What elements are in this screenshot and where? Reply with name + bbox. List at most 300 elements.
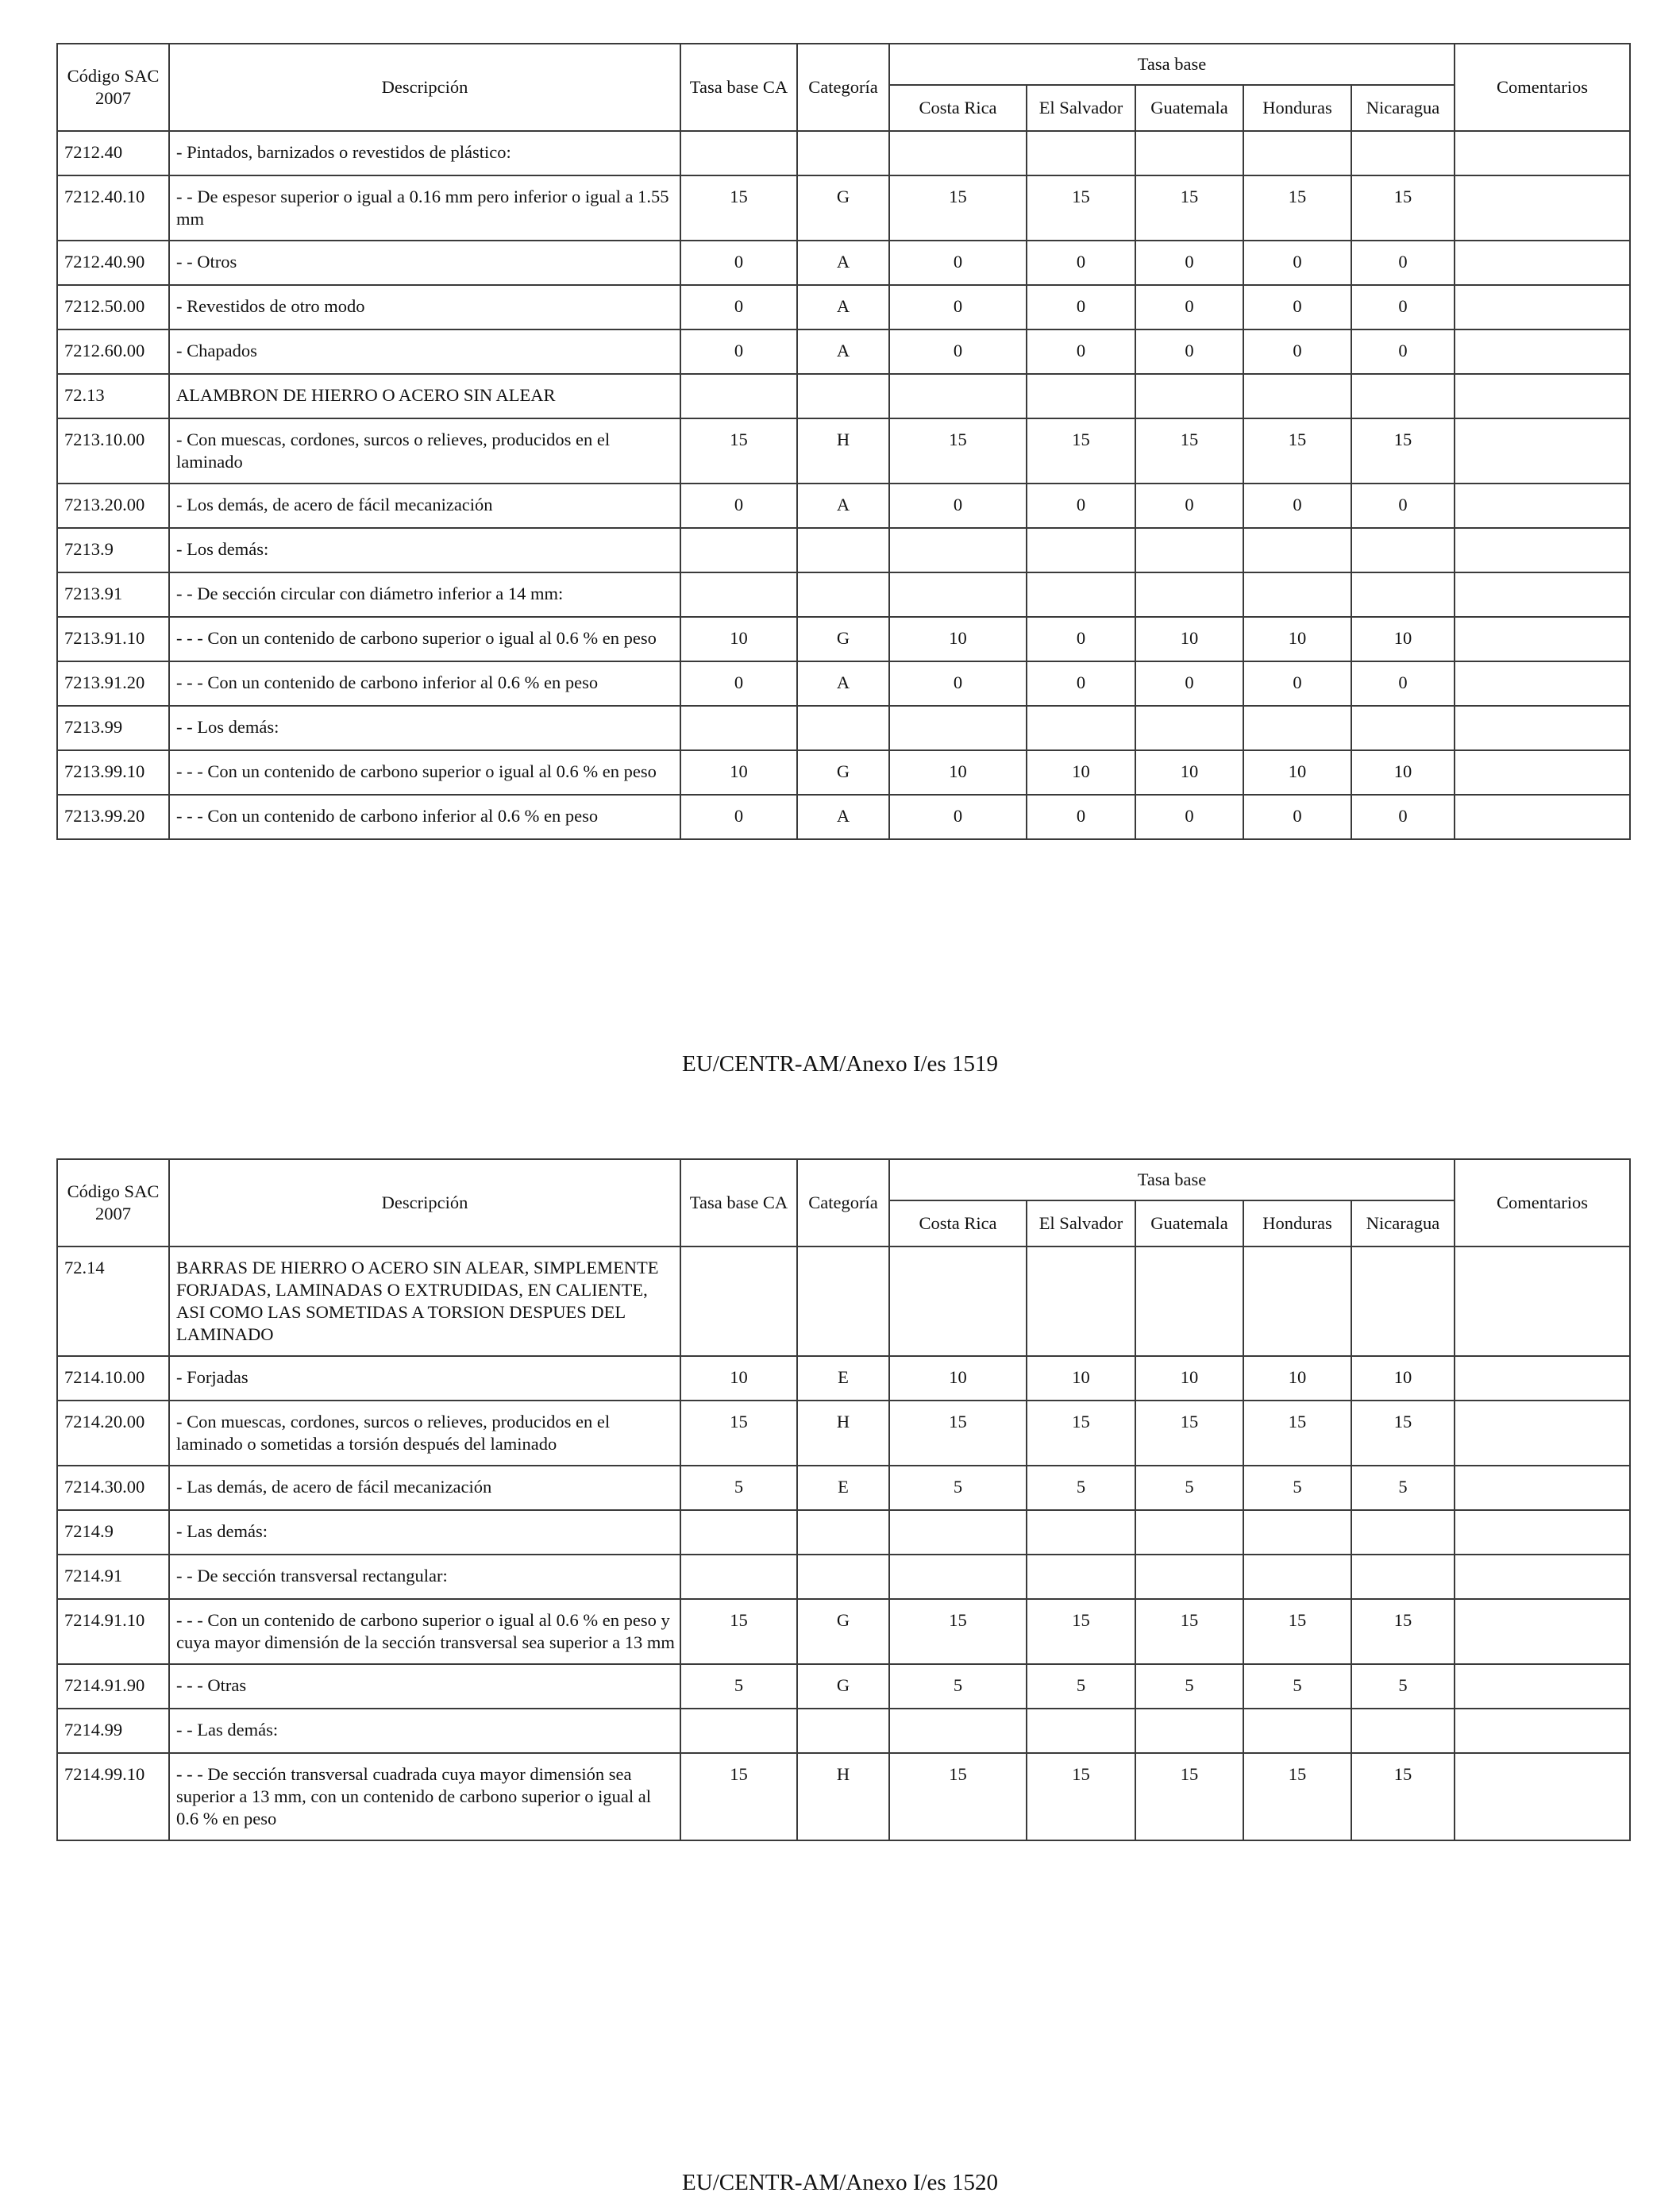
- code-cell: 7212.60.00: [57, 329, 169, 374]
- description-cell: - - Otros: [169, 241, 680, 285]
- comments-cell: [1455, 1401, 1630, 1466]
- comments-cell: [1455, 329, 1630, 374]
- costa-rica-rate-cell: 10: [889, 617, 1027, 661]
- honduras-rate-cell: 15: [1243, 1401, 1351, 1466]
- base-rate-ca-cell: [680, 131, 797, 175]
- base-rate-ca-cell: 15: [680, 1401, 797, 1466]
- category-cell: A: [797, 795, 889, 839]
- table-row: [57, 374, 1630, 418]
- comments-cell: [1455, 418, 1630, 484]
- category-cell: [797, 572, 889, 617]
- category-cell: G: [797, 1599, 889, 1664]
- nicaragua-rate-cell: 15: [1351, 1599, 1455, 1664]
- tariff-table-page-1520: [56, 1158, 1631, 1841]
- table-row: [57, 1753, 1630, 1840]
- guatemala-rate-cell: 5: [1135, 1664, 1243, 1709]
- comments-cell: [1455, 1246, 1630, 1356]
- table-row: [57, 418, 1630, 484]
- nicaragua-rate-cell: 5: [1351, 1664, 1455, 1709]
- guatemala-rate-cell: 0: [1135, 484, 1243, 528]
- comments-cell: [1455, 661, 1630, 706]
- costa-rica-rate-cell: [889, 528, 1027, 572]
- base-rate-ca-cell: 10: [680, 1356, 797, 1401]
- costa-rica-rate-cell: 0: [889, 329, 1027, 374]
- guatemala-rate-cell: 0: [1135, 285, 1243, 329]
- header-comments: Comentarios: [1455, 1159, 1630, 1246]
- costa-rica-rate-cell: [889, 1246, 1027, 1356]
- code-cell: 7213.91.20: [57, 661, 169, 706]
- costa-rica-rate-cell: 0: [889, 484, 1027, 528]
- base-rate-ca-cell: [680, 1555, 797, 1599]
- header-description: Descripción: [169, 44, 680, 131]
- el-salvador-rate-cell: 0: [1027, 241, 1135, 285]
- nicaragua-rate-cell: [1351, 1709, 1455, 1753]
- guatemala-rate-cell: 5: [1135, 1466, 1243, 1510]
- header-code: Código SAC 2007: [57, 44, 169, 131]
- honduras-rate-cell: [1243, 572, 1351, 617]
- category-cell: [797, 706, 889, 750]
- description-cell: - Con muescas, cordones, surcos o relieves, producidos en el laminado o sometidas a torsión después del laminado: [169, 1401, 680, 1466]
- honduras-rate-cell: [1243, 706, 1351, 750]
- el-salvador-rate-cell: 15: [1027, 175, 1135, 241]
- comments-cell: [1455, 285, 1630, 329]
- description-cell: - Las demás:: [169, 1510, 680, 1555]
- nicaragua-rate-cell: 0: [1351, 241, 1455, 285]
- header-country-honduras: Honduras: [1243, 85, 1351, 131]
- base-rate-ca-cell: 0: [680, 484, 797, 528]
- code-cell: 7213.91.10: [57, 617, 169, 661]
- base-rate-ca-cell: [680, 1246, 797, 1356]
- nicaragua-rate-cell: [1351, 1246, 1455, 1356]
- comments-cell: [1455, 1510, 1630, 1555]
- costa-rica-rate-cell: 10: [889, 1356, 1027, 1401]
- honduras-rate-cell: 0: [1243, 241, 1351, 285]
- table-row: [57, 131, 1630, 175]
- category-cell: [797, 1510, 889, 1555]
- base-rate-ca-cell: [680, 1510, 797, 1555]
- honduras-rate-cell: [1243, 1555, 1351, 1599]
- el-salvador-rate-cell: 5: [1027, 1466, 1135, 1510]
- header-base-rate-ca: Tasa base CA: [680, 44, 797, 131]
- code-cell: 7214.91.10: [57, 1599, 169, 1664]
- honduras-rate-cell: [1243, 131, 1351, 175]
- honduras-rate-cell: [1243, 1709, 1351, 1753]
- category-cell: H: [797, 418, 889, 484]
- category-cell: E: [797, 1356, 889, 1401]
- guatemala-rate-cell: [1135, 706, 1243, 750]
- base-rate-ca-cell: [680, 528, 797, 572]
- code-cell: 7212.50.00: [57, 285, 169, 329]
- guatemala-rate-cell: 0: [1135, 795, 1243, 839]
- nicaragua-rate-cell: 0: [1351, 795, 1455, 839]
- guatemala-rate-cell: [1135, 528, 1243, 572]
- costa-rica-rate-cell: [889, 1709, 1027, 1753]
- honduras-rate-cell: 0: [1243, 795, 1351, 839]
- honduras-rate-cell: 10: [1243, 750, 1351, 795]
- description-cell: - - - Con un contenido de carbono superior o igual al 0.6 % en peso y cuya mayor dimensión de la sección transversal sea superior a 13 mm: [169, 1599, 680, 1664]
- description-cell: BARRAS DE HIERRO O ACERO SIN ALEAR, SIMPLEMENTE FORJADAS, LAMINADAS O EXTRUDIDAS, EN CALIENTE, ASI COMO LAS SOMETIDAS A TORSION DESPUES DEL LAMINADO: [169, 1246, 680, 1356]
- nicaragua-rate-cell: 15: [1351, 418, 1455, 484]
- code-cell: 7214.91.90: [57, 1664, 169, 1709]
- costa-rica-rate-cell: 15: [889, 418, 1027, 484]
- honduras-rate-cell: 15: [1243, 1599, 1351, 1664]
- el-salvador-rate-cell: [1027, 1555, 1135, 1599]
- nicaragua-rate-cell: [1351, 1510, 1455, 1555]
- nicaragua-rate-cell: 15: [1351, 1401, 1455, 1466]
- nicaragua-rate-cell: [1351, 572, 1455, 617]
- nicaragua-rate-cell: 0: [1351, 285, 1455, 329]
- honduras-rate-cell: 0: [1243, 329, 1351, 374]
- comments-cell: [1455, 374, 1630, 418]
- costa-rica-rate-cell: [889, 1510, 1027, 1555]
- costa-rica-rate-cell: 5: [889, 1664, 1027, 1709]
- honduras-rate-cell: 15: [1243, 418, 1351, 484]
- el-salvador-rate-cell: [1027, 528, 1135, 572]
- description-cell: - - De espesor superior o igual a 0.16 mm pero inferior o igual a 1.55 mm: [169, 175, 680, 241]
- honduras-rate-cell: 15: [1243, 1753, 1351, 1840]
- page-footer: EU/CENTR-AM/Anexo I/es 1520: [682, 2170, 998, 2195]
- base-rate-ca-cell: 10: [680, 617, 797, 661]
- description-cell: - Los demás, de acero de fácil mecanización: [169, 484, 680, 528]
- guatemala-rate-cell: 0: [1135, 241, 1243, 285]
- costa-rica-rate-cell: 15: [889, 175, 1027, 241]
- honduras-rate-cell: 0: [1243, 661, 1351, 706]
- nicaragua-rate-cell: 10: [1351, 617, 1455, 661]
- description-cell: - Forjadas: [169, 1356, 680, 1401]
- base-rate-ca-cell: 5: [680, 1466, 797, 1510]
- code-cell: 7214.30.00: [57, 1466, 169, 1510]
- code-cell: 72.13: [57, 374, 169, 418]
- category-cell: A: [797, 661, 889, 706]
- code-cell: 7212.40.90: [57, 241, 169, 285]
- honduras-rate-cell: [1243, 1510, 1351, 1555]
- description-cell: - - - Con un contenido de carbono superior o igual al 0.6 % en peso: [169, 750, 680, 795]
- comments-cell: [1455, 1709, 1630, 1753]
- el-salvador-rate-cell: [1027, 706, 1135, 750]
- guatemala-rate-cell: 10: [1135, 617, 1243, 661]
- header-category: Categoría: [797, 44, 889, 131]
- costa-rica-rate-cell: 0: [889, 285, 1027, 329]
- code-cell: 7213.99: [57, 706, 169, 750]
- header-country-honduras: Honduras: [1243, 1200, 1351, 1246]
- el-salvador-rate-cell: 0: [1027, 329, 1135, 374]
- honduras-rate-cell: [1243, 374, 1351, 418]
- el-salvador-rate-cell: [1027, 1510, 1135, 1555]
- base-rate-ca-cell: 0: [680, 285, 797, 329]
- code-cell: 7213.9: [57, 528, 169, 572]
- costa-rica-rate-cell: [889, 706, 1027, 750]
- el-salvador-rate-cell: 0: [1027, 661, 1135, 706]
- code-cell: 7214.91: [57, 1555, 169, 1599]
- honduras-rate-cell: 10: [1243, 1356, 1351, 1401]
- costa-rica-rate-cell: 0: [889, 795, 1027, 839]
- description-cell: - - De sección transversal rectangular:: [169, 1555, 680, 1599]
- table-row: [57, 1466, 1630, 1510]
- code-cell: 72.14: [57, 1246, 169, 1356]
- costa-rica-rate-cell: 15: [889, 1401, 1027, 1466]
- table-body: [57, 1246, 1630, 1840]
- comments-cell: [1455, 528, 1630, 572]
- table-row: [57, 285, 1630, 329]
- el-salvador-rate-cell: 5: [1027, 1664, 1135, 1709]
- costa-rica-rate-cell: 0: [889, 241, 1027, 285]
- costa-rica-rate-cell: 0: [889, 661, 1027, 706]
- costa-rica-rate-cell: 15: [889, 1599, 1027, 1664]
- code-cell: 7214.9: [57, 1510, 169, 1555]
- el-salvador-rate-cell: 10: [1027, 750, 1135, 795]
- table-row: [57, 661, 1630, 706]
- category-cell: H: [797, 1753, 889, 1840]
- table-row: [57, 572, 1630, 617]
- table-row: [57, 1510, 1630, 1555]
- nicaragua-rate-cell: [1351, 1555, 1455, 1599]
- comments-cell: [1455, 706, 1630, 750]
- el-salvador-rate-cell: 15: [1027, 1401, 1135, 1466]
- code-cell: 7212.40: [57, 131, 169, 175]
- nicaragua-rate-cell: 10: [1351, 1356, 1455, 1401]
- nicaragua-rate-cell: 0: [1351, 484, 1455, 528]
- table-row: [57, 1401, 1630, 1466]
- category-cell: H: [797, 1401, 889, 1466]
- base-rate-ca-cell: 15: [680, 175, 797, 241]
- comments-cell: [1455, 750, 1630, 795]
- guatemala-rate-cell: [1135, 1709, 1243, 1753]
- header-country-el-salvador: El Salvador: [1027, 1200, 1135, 1246]
- category-cell: [797, 374, 889, 418]
- table-row: [57, 1555, 1630, 1599]
- base-rate-ca-cell: [680, 374, 797, 418]
- guatemala-rate-cell: 15: [1135, 1401, 1243, 1466]
- code-cell: 7213.99.10: [57, 750, 169, 795]
- guatemala-rate-cell: 15: [1135, 1599, 1243, 1664]
- category-cell: G: [797, 175, 889, 241]
- costa-rica-rate-cell: [889, 131, 1027, 175]
- guatemala-rate-cell: 15: [1135, 418, 1243, 484]
- description-cell: - Revestidos de otro modo: [169, 285, 680, 329]
- description-cell: - Pintados, barnizados o revestidos de plástico:: [169, 131, 680, 175]
- code-cell: 7214.99: [57, 1709, 169, 1753]
- comments-cell: [1455, 1664, 1630, 1709]
- honduras-rate-cell: 5: [1243, 1664, 1351, 1709]
- table-row: [57, 241, 1630, 285]
- description-cell: - - - De sección transversal cuadrada cuya mayor dimensión sea superior a 13 mm, con un contenido de carbono superior o igual al 0.6 % en peso: [169, 1753, 680, 1840]
- guatemala-rate-cell: 10: [1135, 1356, 1243, 1401]
- category-cell: A: [797, 241, 889, 285]
- comments-cell: [1455, 572, 1630, 617]
- el-salvador-rate-cell: [1027, 572, 1135, 617]
- code-cell: 7213.91: [57, 572, 169, 617]
- header-country-nicaragua: Nicaragua: [1351, 1200, 1455, 1246]
- base-rate-ca-cell: 10: [680, 750, 797, 795]
- description-cell: - Los demás:: [169, 528, 680, 572]
- honduras-rate-cell: 0: [1243, 285, 1351, 329]
- nicaragua-rate-cell: 0: [1351, 661, 1455, 706]
- comments-cell: [1455, 484, 1630, 528]
- category-cell: [797, 131, 889, 175]
- guatemala-rate-cell: [1135, 374, 1243, 418]
- nicaragua-rate-cell: 15: [1351, 175, 1455, 241]
- costa-rica-rate-cell: 15: [889, 1753, 1027, 1840]
- table-row: [57, 1599, 1630, 1664]
- description-cell: - - - Con un contenido de carbono superior o igual al 0.6 % en peso: [169, 617, 680, 661]
- table-row: [57, 175, 1630, 241]
- guatemala-rate-cell: 15: [1135, 175, 1243, 241]
- comments-cell: [1455, 1753, 1630, 1840]
- guatemala-rate-cell: [1135, 1555, 1243, 1599]
- category-cell: A: [797, 285, 889, 329]
- guatemala-rate-cell: [1135, 572, 1243, 617]
- comments-cell: [1455, 795, 1630, 839]
- comments-cell: [1455, 1356, 1630, 1401]
- base-rate-ca-cell: 0: [680, 661, 797, 706]
- table-row: [57, 528, 1630, 572]
- nicaragua-rate-cell: [1351, 528, 1455, 572]
- el-salvador-rate-cell: 0: [1027, 484, 1135, 528]
- comments-cell: [1455, 1466, 1630, 1510]
- code-cell: 7212.40.10: [57, 175, 169, 241]
- el-salvador-rate-cell: 10: [1027, 1356, 1135, 1401]
- header-country-costa-rica: Costa Rica: [889, 85, 1027, 131]
- table-row: [57, 1709, 1630, 1753]
- el-salvador-rate-cell: 0: [1027, 795, 1135, 839]
- comments-cell: [1455, 1555, 1630, 1599]
- header-country-nicaragua: Nicaragua: [1351, 85, 1455, 131]
- table-row: [57, 1664, 1630, 1709]
- guatemala-rate-cell: 0: [1135, 329, 1243, 374]
- table-body: [57, 131, 1630, 839]
- el-salvador-rate-cell: [1027, 374, 1135, 418]
- table-row: [57, 706, 1630, 750]
- honduras-rate-cell: [1243, 528, 1351, 572]
- el-salvador-rate-cell: [1027, 1709, 1135, 1753]
- base-rate-ca-cell: 0: [680, 329, 797, 374]
- base-rate-ca-cell: 15: [680, 1599, 797, 1664]
- code-cell: 7213.99.20: [57, 795, 169, 839]
- header-base-rate-ca: Tasa base CA: [680, 1159, 797, 1246]
- honduras-rate-cell: 15: [1243, 175, 1351, 241]
- costa-rica-rate-cell: [889, 1555, 1027, 1599]
- guatemala-rate-cell: 0: [1135, 661, 1243, 706]
- honduras-rate-cell: 10: [1243, 617, 1351, 661]
- el-salvador-rate-cell: [1027, 1246, 1135, 1356]
- el-salvador-rate-cell: 15: [1027, 1753, 1135, 1840]
- header-country-guatemala: Guatemala: [1135, 1200, 1243, 1246]
- description-cell: - - - Con un contenido de carbono inferior al 0.6 % en peso: [169, 661, 680, 706]
- nicaragua-rate-cell: [1351, 374, 1455, 418]
- nicaragua-rate-cell: [1351, 706, 1455, 750]
- description-cell: - Con muescas, cordones, surcos o relieves, producidos en el laminado: [169, 418, 680, 484]
- header-description: Descripción: [169, 1159, 680, 1246]
- description-cell: - - Los demás:: [169, 706, 680, 750]
- costa-rica-rate-cell: 5: [889, 1466, 1027, 1510]
- description-cell: ALAMBRON DE HIERRO O ACERO SIN ALEAR: [169, 374, 680, 418]
- category-cell: G: [797, 750, 889, 795]
- header-base-rate: Tasa base: [889, 1159, 1455, 1200]
- guatemala-rate-cell: [1135, 131, 1243, 175]
- nicaragua-rate-cell: 10: [1351, 750, 1455, 795]
- guatemala-rate-cell: 15: [1135, 1753, 1243, 1840]
- table-row: [57, 329, 1630, 374]
- el-salvador-rate-cell: [1027, 131, 1135, 175]
- header-code: Código SAC 2007: [57, 1159, 169, 1246]
- guatemala-rate-cell: 10: [1135, 750, 1243, 795]
- description-cell: - - - Otras: [169, 1664, 680, 1709]
- costa-rica-rate-cell: [889, 374, 1027, 418]
- header-comments: Comentarios: [1455, 44, 1630, 131]
- comments-cell: [1455, 175, 1630, 241]
- base-rate-ca-cell: [680, 706, 797, 750]
- category-cell: [797, 1246, 889, 1356]
- base-rate-ca-cell: [680, 1709, 797, 1753]
- base-rate-ca-cell: 15: [680, 418, 797, 484]
- guatemala-rate-cell: [1135, 1510, 1243, 1555]
- el-salvador-rate-cell: 15: [1027, 418, 1135, 484]
- comments-cell: [1455, 241, 1630, 285]
- base-rate-ca-cell: 15: [680, 1753, 797, 1840]
- table-row: [57, 484, 1630, 528]
- comments-cell: [1455, 131, 1630, 175]
- category-cell: [797, 1709, 889, 1753]
- header-base-rate: Tasa base: [889, 44, 1455, 85]
- code-cell: 7214.10.00: [57, 1356, 169, 1401]
- description-cell: - - - Con un contenido de carbono inferior al 0.6 % en peso: [169, 795, 680, 839]
- category-cell: G: [797, 1664, 889, 1709]
- description-cell: - Chapados: [169, 329, 680, 374]
- base-rate-ca-cell: 0: [680, 241, 797, 285]
- el-salvador-rate-cell: 0: [1027, 617, 1135, 661]
- header-category: Categoría: [797, 1159, 889, 1246]
- tariff-table-page-1519: [56, 43, 1631, 840]
- table-row: [57, 750, 1630, 795]
- description-cell: - - Las demás:: [169, 1709, 680, 1753]
- honduras-rate-cell: [1243, 1246, 1351, 1356]
- honduras-rate-cell: 5: [1243, 1466, 1351, 1510]
- costa-rica-rate-cell: 10: [889, 750, 1027, 795]
- description-cell: - Las demás, de acero de fácil mecanización: [169, 1466, 680, 1510]
- table-row: [57, 795, 1630, 839]
- guatemala-rate-cell: [1135, 1246, 1243, 1356]
- base-rate-ca-cell: 0: [680, 795, 797, 839]
- table-row: [57, 1246, 1630, 1356]
- nicaragua-rate-cell: 0: [1351, 329, 1455, 374]
- honduras-rate-cell: 0: [1243, 484, 1351, 528]
- el-salvador-rate-cell: 0: [1027, 285, 1135, 329]
- el-salvador-rate-cell: 15: [1027, 1599, 1135, 1664]
- description-cell: - - De sección circular con diámetro inferior a 14 mm:: [169, 572, 680, 617]
- code-cell: 7214.99.10: [57, 1753, 169, 1840]
- comments-cell: [1455, 1599, 1630, 1664]
- costa-rica-rate-cell: [889, 572, 1027, 617]
- category-cell: A: [797, 484, 889, 528]
- category-cell: G: [797, 617, 889, 661]
- nicaragua-rate-cell: 5: [1351, 1466, 1455, 1510]
- nicaragua-rate-cell: [1351, 131, 1455, 175]
- nicaragua-rate-cell: 15: [1351, 1753, 1455, 1840]
- code-cell: 7213.20.00: [57, 484, 169, 528]
- header-country-el-salvador: El Salvador: [1027, 85, 1135, 131]
- category-cell: A: [797, 329, 889, 374]
- base-rate-ca-cell: 5: [680, 1664, 797, 1709]
- category-cell: [797, 528, 889, 572]
- comments-cell: [1455, 617, 1630, 661]
- code-cell: 7213.10.00: [57, 418, 169, 484]
- category-cell: [797, 1555, 889, 1599]
- table-row: [57, 1356, 1630, 1401]
- category-cell: E: [797, 1466, 889, 1510]
- page-footer: EU/CENTR-AM/Anexo I/es 1519: [682, 1051, 998, 1077]
- base-rate-ca-cell: [680, 572, 797, 617]
- header-country-guatemala: Guatemala: [1135, 85, 1243, 131]
